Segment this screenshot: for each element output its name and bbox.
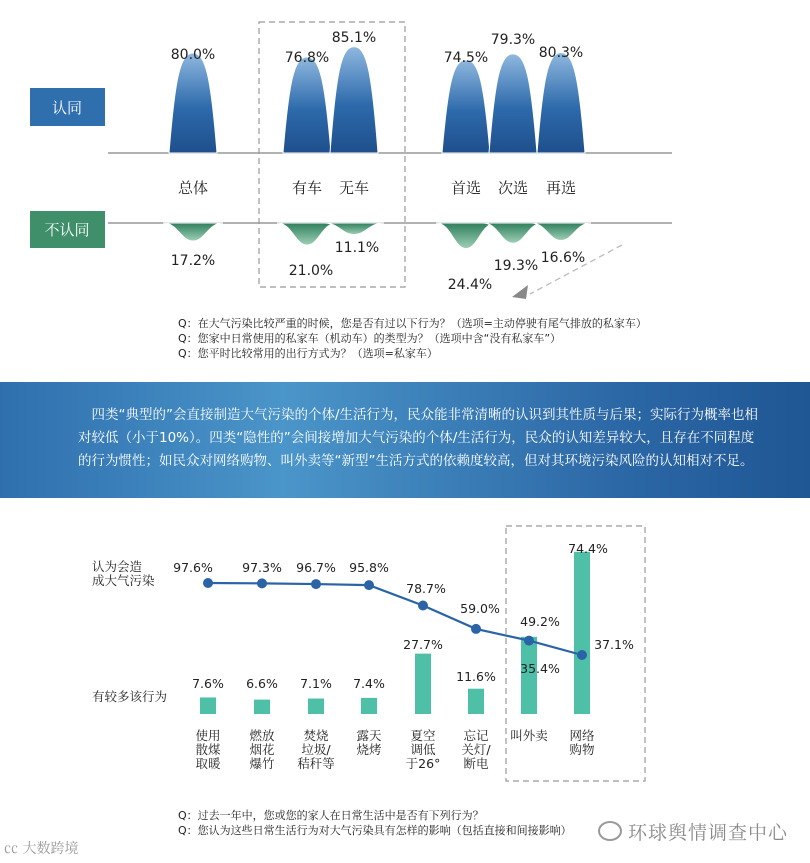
bar-value-label: 7.4% [353, 676, 385, 691]
agree-peak-5 [537, 53, 585, 153]
agree-value-label: 74.5% [443, 50, 489, 66]
behavior-category-line: 购物 [569, 742, 595, 757]
agree-value-label: 76.8% [284, 50, 330, 66]
awareness-point-7 [577, 650, 587, 660]
line-value-label: 96.7% [296, 560, 336, 575]
awareness-point-4 [418, 600, 428, 610]
line-series-label-2: 成大气污染 [92, 573, 155, 588]
agree-value-label: 79.3% [490, 32, 536, 48]
disagree-valley-1 [277, 223, 337, 245]
behavior-category-line: 于26° [405, 756, 441, 771]
disagree-value-label: 19.3% [493, 258, 539, 274]
behavior-category-line: 调低 [410, 742, 436, 757]
behavior-bar-4 [415, 654, 431, 714]
line-value-label: 95.8% [349, 560, 389, 575]
awareness-point-2 [311, 579, 321, 589]
category-label: 有车 [291, 179, 323, 197]
agree-peak-2 [330, 47, 378, 153]
behavior-category-line: 使用 [195, 728, 221, 743]
agree-value-label: 85.1% [331, 30, 377, 46]
line-value-label: 97.3% [242, 560, 282, 575]
attitude-chart [0, 0, 810, 300]
behavior-bar-2 [308, 699, 324, 714]
disagree-value-label: 24.4% [447, 277, 493, 293]
line-series-label [92, 559, 155, 588]
question-notes-bottom [178, 808, 572, 838]
awareness-point-0 [203, 578, 213, 588]
agree-value-label: 80.0% [170, 47, 216, 63]
disagree-valley-3 [436, 223, 496, 249]
bar-value-label: 35.4% [520, 661, 560, 676]
watermark-right [598, 818, 788, 845]
behavior-category-line: 烟花 [249, 742, 275, 757]
behavior-bar-1 [254, 700, 270, 714]
bar-value-label: 27.7% [403, 637, 443, 652]
behavior-category-label [297, 728, 335, 771]
agree-label: 认同 [51, 99, 83, 117]
behavior-category-line: 关灯/ [461, 742, 491, 757]
disagree-value-label: 16.6% [540, 250, 586, 266]
line-value-label: 59.0% [460, 601, 500, 616]
behavior-category-line: 忘记 [463, 728, 489, 743]
behavior-category-line: 网络 [569, 728, 595, 743]
behavior-category-line: 取暖 [195, 756, 221, 771]
behavior-category-line: 爆竹 [249, 756, 275, 771]
summary-text: 四类“典型的”会直接制造大气污染的个体/生活行为，民众能非常清晰的认识到其性质与后果；实际行为概率也相对较低（小于10%）。四类“隐性的”会间接增加大气污染的个体/生活行为，民众的认知差异较大，且存在不同程度的行为惯性；如民众对网络购物、叫外卖等“新型”生活方式的依赖度较高，但对其环境污染风险的认知相对不足。 [78, 407, 759, 469]
agree-peak-0 [169, 53, 217, 153]
trend-arrow-head [512, 285, 528, 299]
question-note: Q：过去一年中，您或您的家人在日常生活中是否有下列行为？ [178, 809, 484, 822]
bar-value-label: 11.6% [456, 669, 496, 684]
awareness-point-3 [364, 580, 374, 590]
bar-series-label: 有较多该行为 [92, 689, 168, 704]
line-value-label: 49.2% [520, 614, 560, 629]
behavior-category-label [461, 728, 491, 771]
disagree-valley-4 [483, 223, 543, 243]
summary-banner [0, 382, 810, 498]
question-note: Q：您平时比较常用的出行方式为？（选项=私家车） [178, 347, 438, 360]
disagree-valley-0 [163, 223, 223, 241]
awareness-point-5 [471, 624, 481, 634]
behavior-category-line: 露天 [356, 728, 382, 743]
behavior-category-label [249, 728, 275, 771]
awareness-point-1 [257, 578, 267, 588]
behavior-bar-3 [361, 698, 377, 714]
bar-value-label: 74.4% [568, 541, 608, 556]
behavior-category-line: 垃圾/ [301, 742, 331, 757]
watermark-logo-icon: ㏄ [4, 841, 23, 857]
behavior-category-line: 散煤 [195, 742, 221, 757]
category-label: 再选 [545, 179, 577, 197]
category-label: 无车 [338, 179, 370, 197]
watermark-left-text: 大数跨境 [22, 841, 79, 857]
question-notes-top [178, 316, 647, 361]
behavior-category-label [569, 728, 595, 757]
bar-value-label: 6.6% [246, 676, 278, 691]
disagree-valley-5 [531, 223, 591, 240]
behavior-category-label [406, 728, 441, 771]
agree-peak-4 [489, 54, 537, 153]
category-label: 总体 [177, 179, 209, 197]
line-value-label: 97.6% [173, 560, 213, 575]
bar-value-label: 7.6% [192, 676, 224, 691]
group-highlight-frame [259, 22, 405, 287]
behavior-category-line: 秸秆等 [297, 756, 335, 771]
behavior-category-label [356, 728, 382, 757]
line-series-label-1: 认为会造 [92, 559, 143, 574]
agree-peak-3 [442, 60, 490, 153]
line-value-label: 78.7% [406, 581, 446, 596]
agree-value-label: 80.3% [538, 45, 584, 61]
behavior-category-line: 叫外卖 [510, 728, 548, 743]
wechat-icon [598, 821, 622, 841]
behavior-category-line: 烧烤 [356, 742, 382, 757]
bar-value-label: 7.1% [300, 676, 332, 691]
behavior-category-line: 焚烧 [303, 728, 329, 743]
awareness-point-6 [524, 636, 534, 646]
agree-peak-1 [283, 57, 331, 153]
behavior-bar-7 [574, 552, 590, 714]
behavior-category-line: 断电 [463, 756, 489, 771]
disagree-label: 不认同 [44, 221, 90, 239]
line-value-label: 37.1% [594, 637, 634, 652]
category-label: 次选 [497, 179, 529, 197]
category-label: 首选 [450, 179, 482, 197]
question-note: Q：您认为这些日常生活行为对大气污染具有怎样的影响（包括直接和间接影响） [178, 824, 572, 837]
behavior-category-label [195, 728, 221, 771]
disagree-value-label: 21.0% [288, 263, 334, 279]
behavior-category-line: 燃放 [249, 728, 275, 743]
disagree-valley-2 [324, 223, 384, 235]
behavior-category-label [510, 728, 548, 743]
disagree-value-label: 17.2% [170, 253, 216, 269]
behavior-category-line: 夏空 [410, 728, 436, 743]
question-note: Q：在大气污染比较严重的时候，您是否有过以下行为？（选项=主动停驶有尾气排放的私家车） [178, 317, 647, 330]
behavior-bar-0 [200, 697, 216, 714]
watermark-right-text: 环球舆情调查中心 [627, 822, 788, 844]
question-note: Q：您家中日常使用的私家车（机动车）的类型为？（选项中含“没有私家车”） [178, 332, 562, 345]
behavior-chart [0, 515, 810, 815]
disagree-value-label: 11.1% [334, 240, 380, 256]
watermark-left [4, 838, 78, 858]
behavior-bar-5 [468, 689, 484, 714]
